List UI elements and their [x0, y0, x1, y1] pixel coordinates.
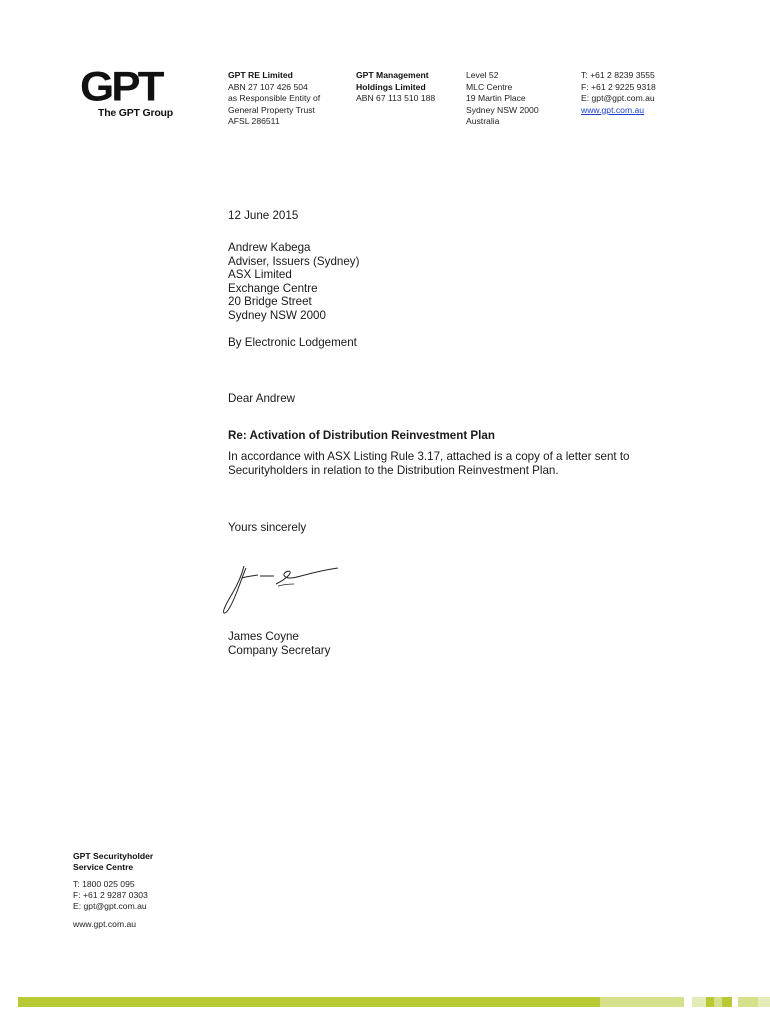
- bar-segment: [758, 997, 770, 1007]
- footer-website: www.gpt.com.au: [73, 919, 137, 929]
- bar-segment: [738, 997, 758, 1007]
- subject-line: Re: Activation of Distribution Reinvestment Plan: [228, 429, 495, 442]
- entity-line: as Responsible Entity of: [228, 93, 321, 104]
- address-line: Level 52: [466, 70, 499, 80]
- gpt-logo-name: The GPT Group: [98, 107, 173, 119]
- address-line: MLC Centre: [466, 81, 513, 92]
- recipient-line: Exchange Centre: [228, 281, 318, 295]
- footer-service-centre: [73, 851, 153, 873]
- footer-fax: F: +61 2 9287 0303: [73, 890, 148, 901]
- entity-line: AFSL 286511: [228, 116, 280, 127]
- recipient-line: Adviser, Issuers (Sydney): [228, 254, 360, 268]
- recipient-line: 20 Bridge Street: [228, 295, 312, 309]
- website-link[interactable]: www.gpt.com.au: [581, 104, 645, 115]
- signatory-title: Company Secretary: [228, 643, 331, 657]
- entity-title: GPT Management: [356, 70, 429, 80]
- footer-email: E: gpt@gpt.com.au: [73, 901, 147, 912]
- bar-segment: [722, 997, 732, 1007]
- gpt-logo-mark: GPT: [80, 63, 162, 110]
- letter-body: [228, 450, 630, 477]
- entity-line: ABN 67 113 510 188: [356, 93, 436, 104]
- contact-phone: T: +61 2 8239 3555: [581, 70, 655, 80]
- bar-segment: [706, 997, 714, 1007]
- body-line: Securityholders in relation to the Distribution Reinvestment Plan.: [228, 463, 559, 477]
- bar-segment: [714, 997, 722, 1007]
- recipient-line: ASX Limited: [228, 268, 292, 282]
- salutation: Dear Andrew: [228, 392, 296, 405]
- body-line: In accordance with ASX Listing Rule 3.17, attached is a copy of a letter sent to: [228, 450, 630, 463]
- recipient-block: [228, 241, 359, 323]
- bar-segment: [684, 997, 692, 1007]
- address-line: Sydney NSW 2000: [466, 104, 539, 115]
- footer-phone: T: 1800 025 095: [73, 879, 135, 889]
- footer-title: Service Centre: [73, 862, 134, 873]
- header-entity-gpt-re: [228, 70, 320, 128]
- header-address: [466, 70, 539, 128]
- signatory-name: James Coyne: [228, 630, 299, 643]
- contact-email: E: gpt@gpt.com.au: [581, 93, 655, 104]
- header-entity-gpt-management: [356, 70, 435, 105]
- delivery-method: By Electronic Lodgement: [228, 336, 357, 349]
- entity-line: ABN 27 107 426 504: [228, 81, 308, 92]
- letter-date: 12 June 2015: [228, 209, 299, 222]
- footer-title: GPT Securityholder: [73, 851, 154, 861]
- closing: Yours sincerely: [228, 521, 307, 534]
- recipient-line: Sydney NSW 2000: [228, 308, 326, 322]
- bar-segment: [692, 997, 706, 1007]
- signature-image: [218, 560, 344, 620]
- recipient-line: Andrew Kabega: [228, 241, 311, 254]
- address-line: Australia: [466, 116, 500, 127]
- footer-contact: [73, 879, 148, 913]
- signatory-block: [228, 630, 330, 657]
- entity-line: General Property Trust: [228, 104, 315, 115]
- address-line: 19 Martin Place: [466, 93, 526, 104]
- contact-fax: F: +61 2 9225 9318: [581, 81, 656, 92]
- bar-segment: [600, 997, 684, 1007]
- entity-title: Holdings Limited: [356, 81, 426, 92]
- brand-color-bar: [18, 997, 770, 1007]
- bar-segment: [18, 997, 600, 1007]
- entity-title: GPT RE Limited: [228, 70, 293, 80]
- header-contact: [581, 70, 656, 116]
